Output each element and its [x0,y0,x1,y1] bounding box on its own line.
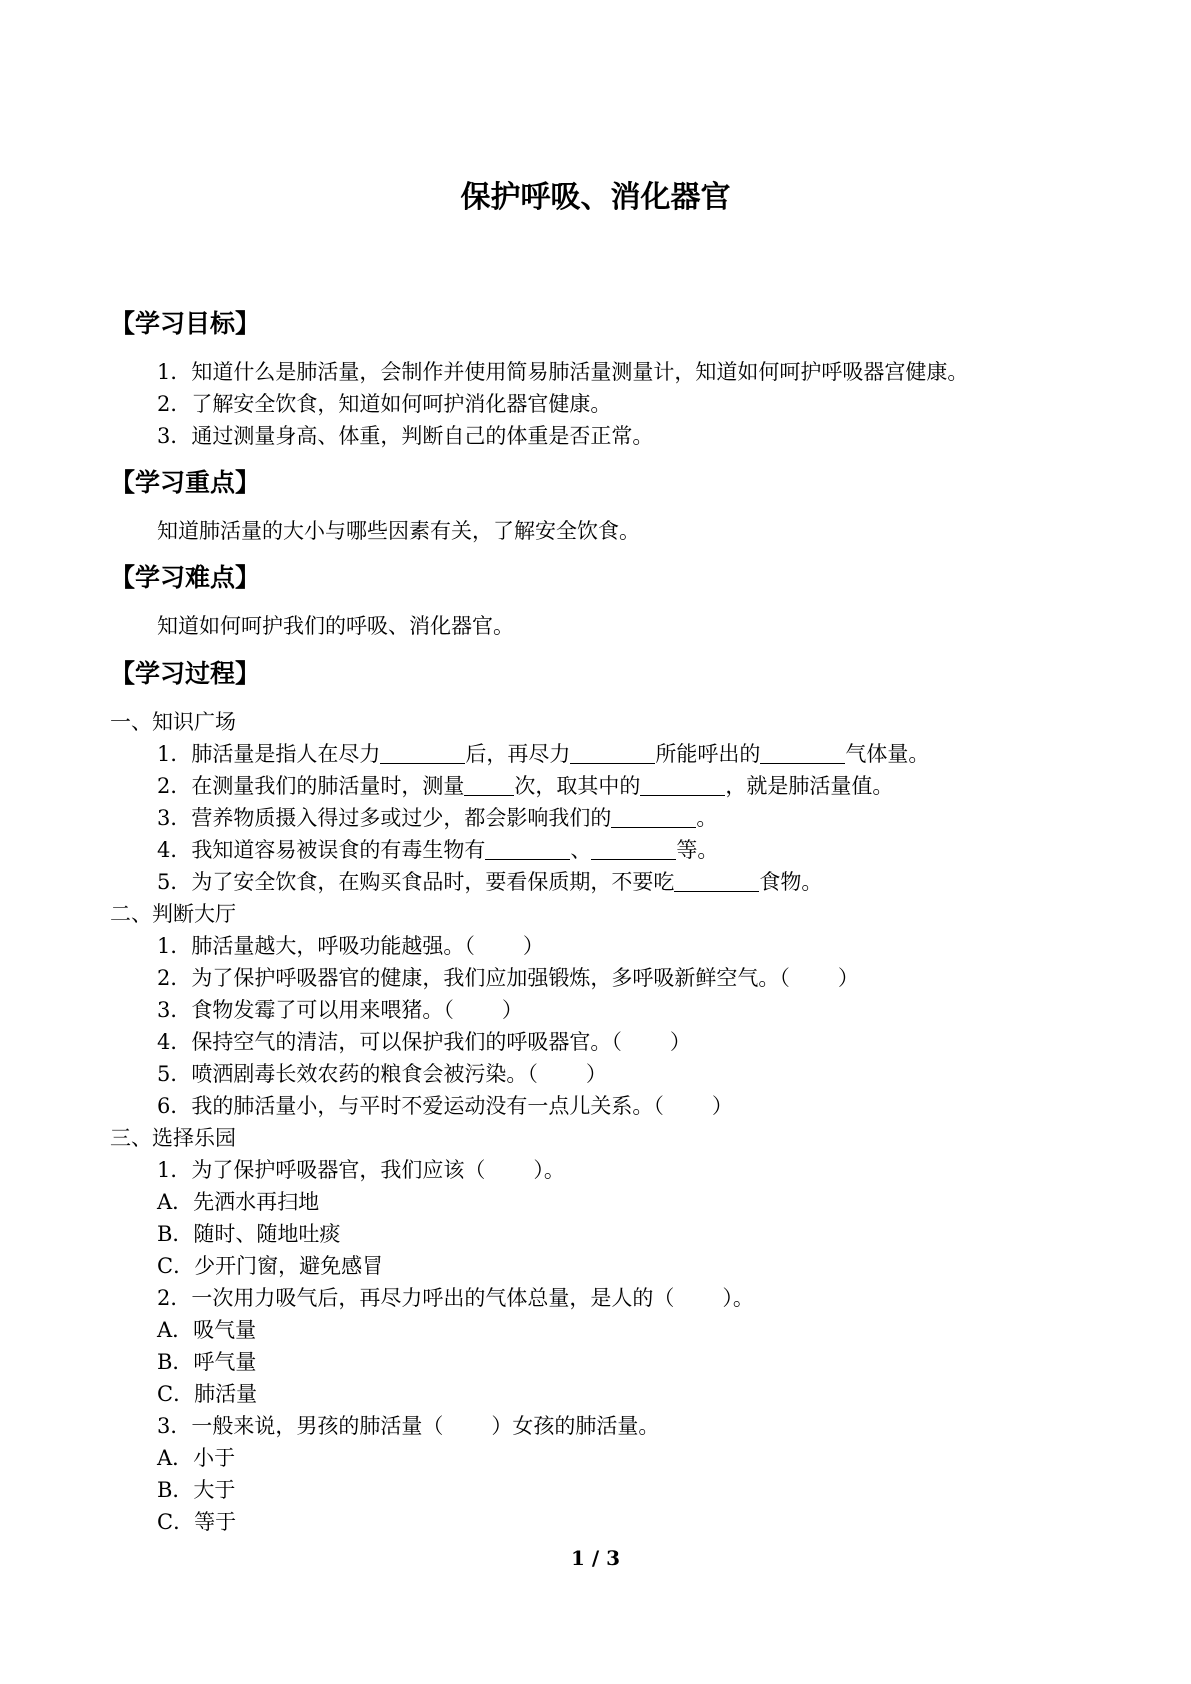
fill-question-5: 5．为了安全饮食，在购买食品时，要看保质期，不要吃 食物。 [157,870,823,894]
answer-blank[interactable] [611,807,696,828]
answer-blank[interactable] [640,775,725,796]
section-header-process: 【学习过程】 [110,659,261,688]
choice-option[interactable]: A．先洒水再扫地 [157,1190,320,1214]
answer-blank[interactable] [591,839,676,860]
goal-item-3: 3．通过测量身高、体重，判断自己的体重是否正常。 [157,424,654,448]
fill-question-1: 1．肺活量是指人在尽力 后，再尽力 所能呼出的 气体量。 [157,742,930,766]
page-title: 保护呼吸、消化器官 [460,180,731,215]
section-header-difficulty: 【学习难点】 [110,563,261,592]
choice-option[interactable]: B．大于 [157,1478,236,1502]
answer-blank[interactable] [760,743,845,764]
choice-option[interactable]: B．随时、随地吐痰 [157,1222,341,1246]
answer-blank[interactable] [485,839,570,860]
choice-option[interactable]: A．小于 [157,1446,236,1470]
judge-question-6: 6．我的肺活量小，与平时不爱运动没有一点儿关系。（ ） [157,1094,733,1118]
fill-question-2: 2．在测量我们的肺活量时，测量 次，取其中的 ，就是肺活量值。 [157,774,894,798]
part3-heading: 三、选择乐园 [110,1126,236,1150]
choice-option[interactable]: C．少开门窗，避免感冒 [157,1254,384,1278]
answer-blank[interactable] [464,775,514,796]
difficulty-text: 知道如何呵护我们的呼吸、消化器官。 [157,614,514,638]
part2-heading: 二、判断大厅 [110,902,236,926]
answer-blank[interactable] [380,743,465,764]
judge-question-2: 2．为了保护呼吸器官的健康，我们应加强锻炼，多呼吸新鲜空气。（ ） [157,966,859,990]
judge-question-3: 3．食物发霉了可以用来喂猪。（ ） [157,998,523,1022]
choice-option[interactable]: A．吸气量 [157,1318,257,1342]
choice-question-3: 3．一般来说，男孩的肺活量（ ）女孩的肺活量。 [157,1414,660,1438]
goal-item-2: 2．了解安全饮食，知道如何呵护消化器官健康。 [157,392,612,416]
choice-question-1: 1．为了保护呼吸器官，我们应该（ ）。 [157,1158,565,1182]
judge-question-1: 1．肺活量越大，呼吸功能越强。（ ） [157,934,544,958]
section-header-goals: 【学习目标】 [110,309,261,338]
fill-question-4: 4．我知道容易被误食的有毒生物有 、 等。 [157,838,719,862]
choice-option[interactable]: C．肺活量 [157,1382,258,1406]
judge-question-4: 4．保持空气的清洁，可以保护我们的呼吸器官。（ ） [157,1030,691,1054]
part1-heading: 一、知识广场 [110,710,236,734]
judge-question-5: 5．喷洒剧毒长效农药的粮食会被污染。（ ） [157,1062,607,1086]
fill-question-3: 3．营养物质摄入得过多或过少，都会影响我们的 。 [157,806,718,830]
answer-blank[interactable] [674,871,759,892]
choice-option[interactable]: C．等于 [157,1510,237,1534]
page-number: 1 / 3 [570,1546,621,1570]
choice-question-2: 2．一次用力吸气后，再尽力呼出的气体总量，是人的（ ）。 [157,1286,754,1310]
key-point-text: 知道肺活量的大小与哪些因素有关，了解安全饮食。 [157,519,640,543]
goal-item-1: 1．知道什么是肺活量，会制作并使用简易肺活量测量计，知道如何呵护呼吸器宫健康。 [157,360,969,384]
answer-blank[interactable] [570,743,655,764]
choice-option[interactable]: B．呼气量 [157,1350,257,1374]
section-header-key: 【学习重点】 [110,468,261,497]
